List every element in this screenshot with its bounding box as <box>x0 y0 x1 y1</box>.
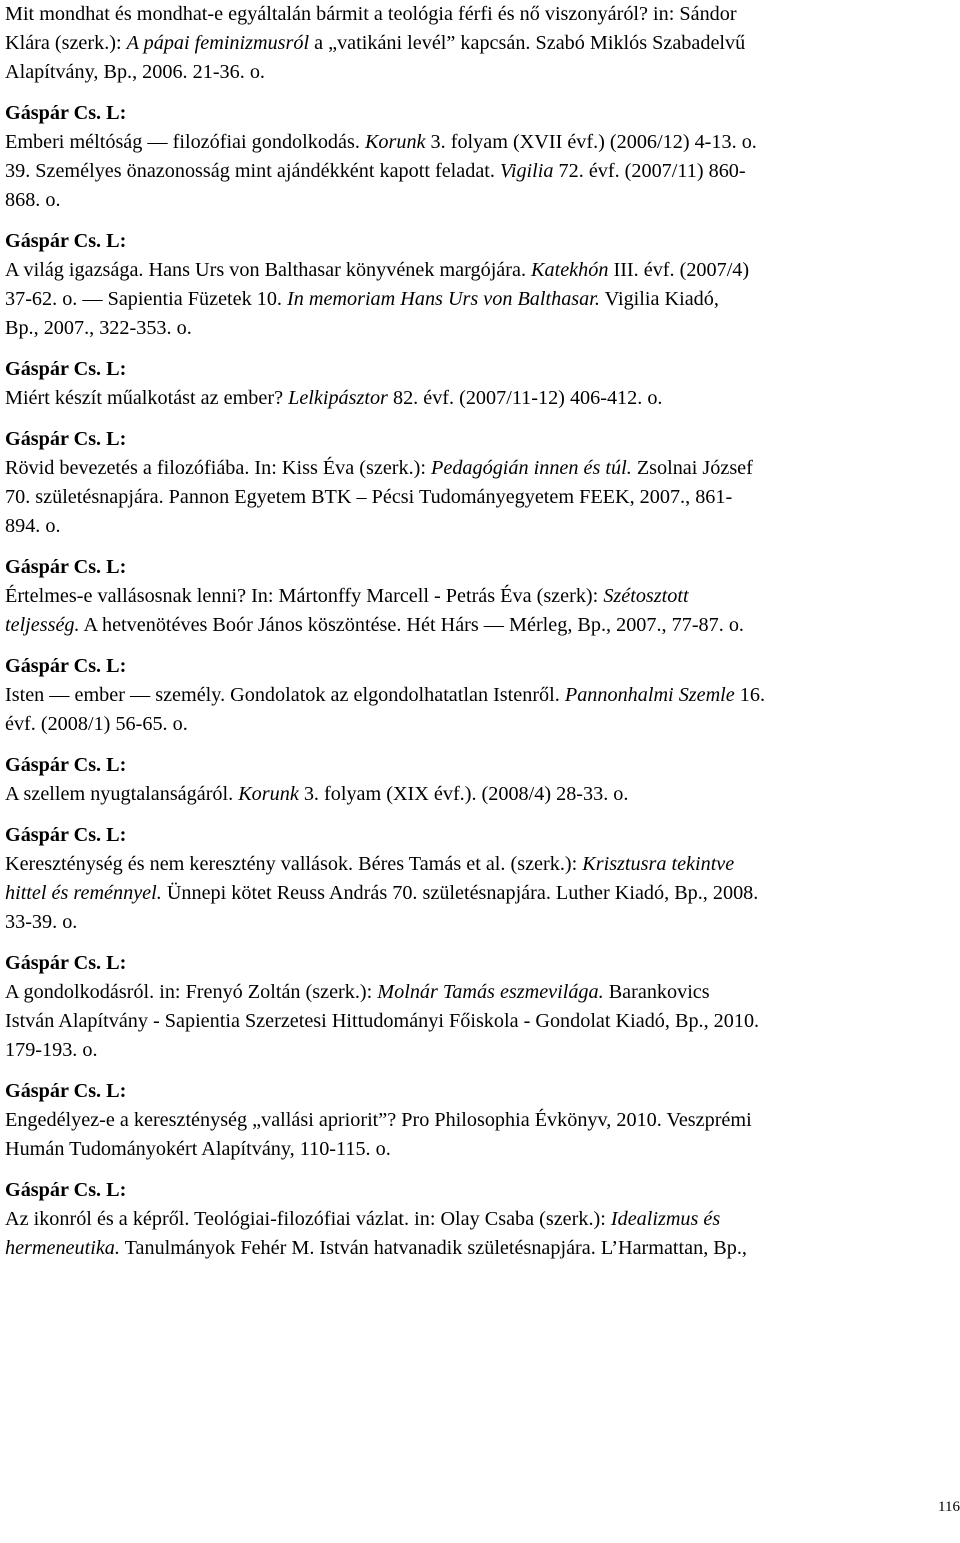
entry-citation <box>5 978 955 1065</box>
entry-author: Gáspár Cs. L: <box>5 754 127 776</box>
citation-line <box>5 582 955 611</box>
citation-segment: Emberi méltóság — filozófiai gondolkodás. <box>5 131 365 153</box>
citation-segment: Klára (szerk.): <box>5 32 127 54</box>
citation-segment: Ünnepi kötet Reuss András 70. születésnapjára. Luther Kiadó, Bp., 2008. <box>161 882 759 904</box>
entry-author: Gáspár Cs. L: <box>5 1080 127 1102</box>
citation-italic-segment: Krisztusra tekintve <box>582 853 735 875</box>
entry-author: Gáspár Cs. L: <box>5 556 127 578</box>
citation-segment: évf. (2008/1) 56-65. o. <box>5 713 188 735</box>
bibliography-list <box>5 0 955 1275</box>
citation-segment: Vigilia Kiadó, <box>599 288 719 310</box>
citation-segment: Isten — ember — személy. Gondolatok az elgondolhatatlan Istenről. <box>5 684 565 706</box>
citation-segment: Az ikonról és a képről. Teológiai-filozófiai vázlat. in: Olay Csaba (szerk.): <box>5 1208 611 1230</box>
bibliography-entry <box>5 949 955 1065</box>
entry-author: Gáspár Cs. L: <box>5 428 127 450</box>
citation-segment: Rövid bevezetés a filozófiába. In: Kiss Éva (szerk.): <box>5 457 432 479</box>
citation-line <box>5 454 955 483</box>
entry-citation <box>5 454 955 541</box>
citation-segment: Engedélyez-e a kereszténység „vallási apriorit”? Pro Philosophia Évkönyv, 2010. Veszprémi <box>5 1109 752 1131</box>
bibliography-entry <box>5 0 955 87</box>
citation-line <box>5 780 955 809</box>
bibliography-entry <box>5 1077 955 1164</box>
citation-segment: A gondolkodásról. in: Frenyó Zoltán (szerk.): <box>5 981 378 1003</box>
citation-line <box>5 1007 955 1036</box>
citation-segment: Zsolnai József <box>631 457 753 479</box>
citation-line <box>5 58 955 87</box>
page-number: 116 <box>938 1499 960 1515</box>
citation-line <box>5 978 955 1007</box>
entry-citation <box>5 582 955 640</box>
citation-line <box>5 1036 955 1065</box>
citation-segment: 894. o. <box>5 515 61 537</box>
bibliography-entry <box>5 652 955 739</box>
citation-segment: Barankovics <box>603 981 710 1003</box>
citation-line <box>5 128 955 157</box>
citation-italic-segment: A pápai feminizmusról <box>126 32 310 54</box>
entry-author: Gáspár Cs. L: <box>5 102 127 124</box>
entry-citation <box>5 256 955 343</box>
entry-citation <box>5 384 955 413</box>
citation-line <box>5 512 955 541</box>
citation-line <box>5 285 955 314</box>
citation-line <box>5 314 955 343</box>
entry-author: Gáspár Cs. L: <box>5 655 127 677</box>
entry-author: Gáspár Cs. L: <box>5 230 127 252</box>
citation-line <box>5 186 955 215</box>
entry-citation <box>5 681 955 739</box>
citation-segment: Tanulmányok Fehér M. István hatvanadik születésnapjára. L’Harmattan, Bp., <box>119 1237 747 1259</box>
entry-citation <box>5 0 955 87</box>
citation-line <box>5 611 955 640</box>
citation-line <box>5 1135 955 1164</box>
citation-line <box>5 256 955 285</box>
citation-segment: 33-39. o. <box>5 911 78 933</box>
citation-segment: Kereszténység és nem keresztény vallások. Béres Tamás et al. (szerk.): <box>5 853 583 875</box>
citation-italic-segment: Pedagógián innen és túl. <box>431 457 632 479</box>
citation-italic-segment: teljesség. <box>5 614 80 636</box>
citation-italic-segment: Vigilia <box>500 160 554 182</box>
entry-citation <box>5 780 955 809</box>
citation-line <box>5 879 955 908</box>
bibliography-entry <box>5 425 955 541</box>
citation-segment: 179-193. o. <box>5 1039 98 1061</box>
citation-italic-segment: In memoriam Hans Urs von Balthasar. <box>287 288 600 310</box>
citation-italic-segment: Idealizmus és <box>610 1208 721 1230</box>
citation-line <box>5 710 955 739</box>
citation-segment: István Alapítvány - Sapientia Szerzetesi Hittudományi Főiskola - Gondolat Kiadó, Bp., 2010. <box>5 1010 760 1032</box>
citation-line <box>5 483 955 512</box>
entry-citation <box>5 128 955 215</box>
citation-line <box>5 29 955 58</box>
citation-line <box>5 681 955 710</box>
citation-italic-segment: Pannonhalmi Szemle <box>564 684 735 706</box>
citation-italic-segment: Molnár Tamás eszmevilága. <box>377 981 604 1003</box>
entry-author: Gáspár Cs. L: <box>5 1179 127 1201</box>
entry-author: Gáspár Cs. L: <box>5 952 127 974</box>
citation-segment: Alapítvány, Bp., 2006. 21-36. o. <box>5 61 265 83</box>
citation-italic-segment: Szétosztott <box>603 585 689 607</box>
citation-italic-segment: Korunk <box>238 783 299 805</box>
bibliography-entry <box>5 99 955 215</box>
citation-segment: 39. Személyes önazonosság mint ajándékként kapott feladat. <box>5 160 501 182</box>
citation-segment: 82. évf. (2007/11-12) 406-412. o. <box>387 387 663 409</box>
citation-line <box>5 384 955 413</box>
bibliography-entry <box>5 355 955 413</box>
citation-italic-segment: hittel és reménnyel. <box>5 882 162 904</box>
citation-segment: 72. évf. (2007/11) 860- <box>553 160 746 182</box>
bibliography-entry <box>5 821 955 937</box>
citation-line <box>5 157 955 186</box>
citation-segment: Bp., 2007., 322-353. o. <box>5 317 192 339</box>
citation-line <box>5 908 955 937</box>
bibliography-entry <box>5 1176 955 1263</box>
citation-segment: A hetvenötéves Boór János köszöntése. Hét Hárs — Mérleg, Bp., 2007., 77-87. o. <box>79 614 744 636</box>
citation-line <box>5 1106 955 1135</box>
citation-segment: 3. folyam (XVII évf.) (2006/12) 4-13. o. <box>425 131 757 153</box>
citation-segment: 37-62. o. — Sapientia Füzetek 10. <box>5 288 288 310</box>
entry-citation <box>5 850 955 937</box>
citation-italic-segment: hermeneutika. <box>5 1237 120 1259</box>
citation-segment: A világ igazsága. Hans Urs von Balthasar könyvének margójára. <box>5 259 532 281</box>
citation-segment: Miért készít műalkotást az ember? <box>5 387 289 409</box>
citation-italic-segment: Korunk <box>364 131 426 153</box>
entry-author: Gáspár Cs. L: <box>5 358 127 380</box>
bibliography-entry <box>5 553 955 640</box>
bibliography-entry <box>5 751 955 809</box>
citation-segment: 3. folyam (XIX évf.). (2008/4) 28-33. o. <box>298 783 629 805</box>
citation-segment: Értelmes-e vallásosnak lenni? In: Mártonffy Marcell - Petrás Éva (szerk): <box>5 585 604 607</box>
citation-segment: III. évf. (2007/4) <box>608 259 750 281</box>
citation-segment: 868. o. <box>5 189 61 211</box>
bibliography-entry <box>5 227 955 343</box>
citation-line <box>5 0 955 29</box>
citation-line <box>5 1205 955 1234</box>
entry-author: Gáspár Cs. L: <box>5 824 127 846</box>
citation-segment: Humán Tudományokért Alapítvány, 110-115. o. <box>5 1138 391 1160</box>
citation-segment: A szellem nyugtalanságáról. <box>5 783 239 805</box>
citation-segment: 70. születésnapjára. Pannon Egyetem BTK – Pécsi Tudományegyetem FEEK, 2007., 861- <box>5 486 733 508</box>
citation-segment: Mit mondhat és mondhat-e egyáltalán bármit a teológia férfi és nő viszonyáról? in: Sándor <box>5 3 737 25</box>
entry-citation <box>5 1205 955 1263</box>
citation-segment: 16. <box>734 684 766 706</box>
citation-italic-segment: Katekhón <box>531 259 609 281</box>
citation-segment: a „vatikáni levél” kapcsán. Szabó Miklós Szabadelvű <box>309 32 746 54</box>
citation-line <box>5 1234 955 1263</box>
entry-citation <box>5 1106 955 1164</box>
citation-italic-segment: Lelkipásztor <box>288 387 388 409</box>
citation-line <box>5 850 955 879</box>
